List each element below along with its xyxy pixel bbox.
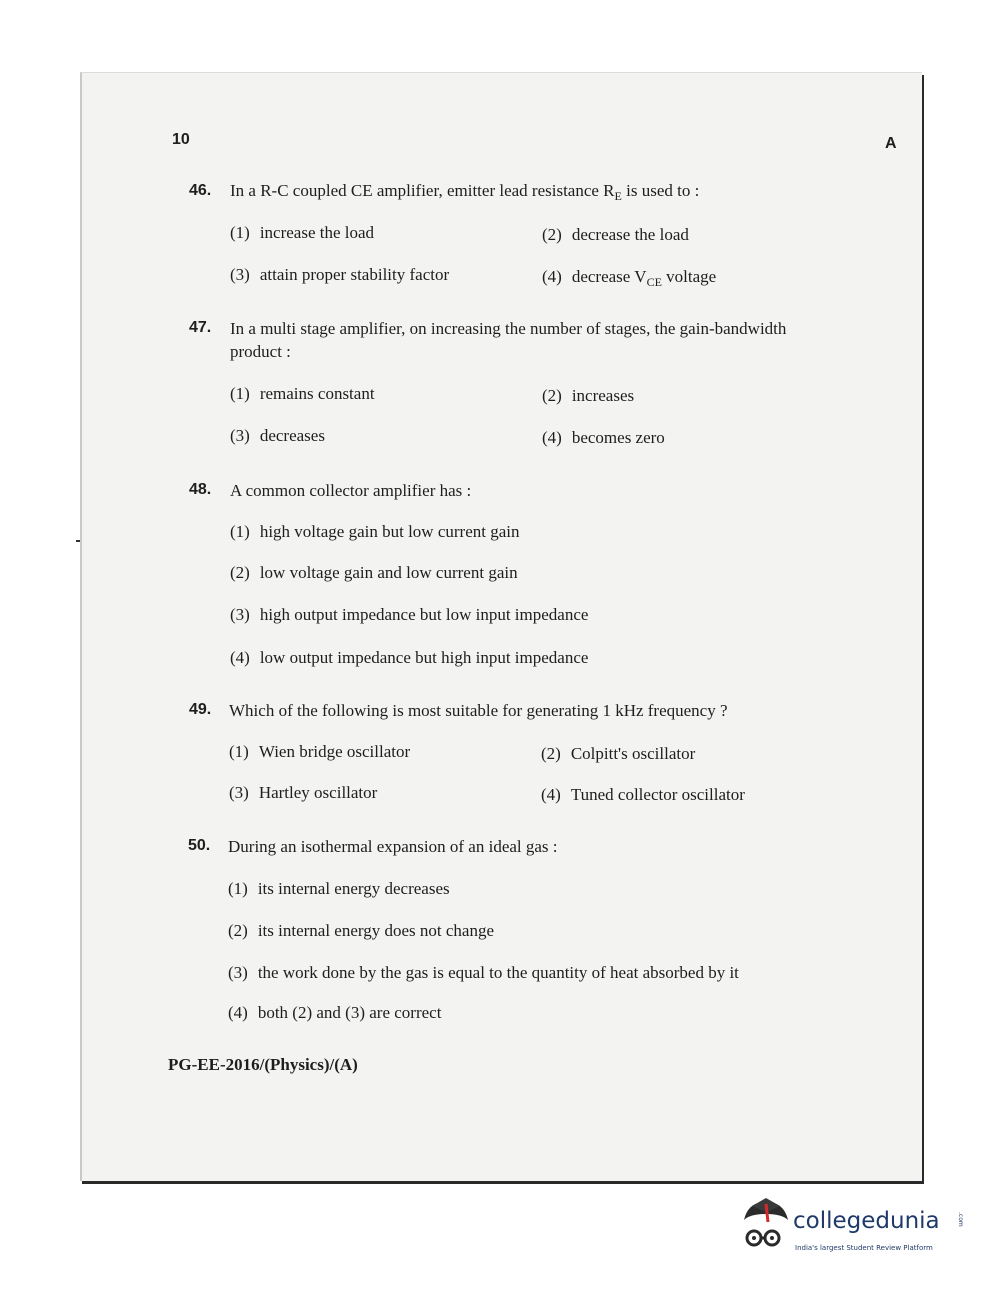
question-47-text-line2: product : xyxy=(230,342,291,361)
question-46-number: 46. xyxy=(189,182,212,199)
question-48-option-1: (1) high voltage gain but low current gain xyxy=(230,522,520,541)
page-number: 10 xyxy=(172,131,190,148)
brand-domain: .com xyxy=(957,1212,964,1227)
question-46-option-1: (1) increase the load xyxy=(230,223,375,242)
question-48-option-2: (2) low voltage gain and low current gain xyxy=(230,563,518,582)
question-49-number: 49. xyxy=(189,701,212,718)
set-code: A xyxy=(885,135,897,152)
question-47-option-4: (4) becomes zero xyxy=(542,428,665,447)
brand-tagline: India's largest Student Review Platform xyxy=(795,1244,933,1252)
question-50-option-3: (3) the work done by the gas is equal to the quantity of heat absorbed by it xyxy=(228,963,739,982)
question-50-option-2: (2) its internal energy does not change xyxy=(228,921,495,940)
question-48-option-3: (3) high output impedance but low input impedance xyxy=(230,605,589,624)
paper-code-footer: PG-EE-2016/(Physics)/(A) xyxy=(168,1055,358,1074)
question-48-text: A common collector amplifier has : xyxy=(230,481,472,500)
question-50-option-4: (4) both (2) and (3) are correct xyxy=(228,1003,442,1022)
question-49-option-2: (2) Colpitt's oscillator xyxy=(541,744,696,763)
question-49-option-1: (1) Wien bridge oscillator xyxy=(229,742,411,761)
question-49-option-4: (4) Tuned collector oscillator xyxy=(541,785,745,804)
exam-page xyxy=(80,72,922,1181)
question-50-option-1: (1) its internal energy decreases xyxy=(228,879,450,898)
question-47-option-2: (2) increases xyxy=(542,386,635,405)
question-46-option-3: (3) attain proper stability factor xyxy=(230,265,450,284)
question-47-number: 47. xyxy=(189,319,212,336)
question-50-text: During an isothermal expansion of an ideal gas : xyxy=(228,837,558,856)
question-48-option-4: (4) low output impedance but high input impedance xyxy=(230,648,589,667)
question-48-number: 48. xyxy=(189,481,212,498)
question-46-option-4: (4) decrease $V_{CE}$ voltage xyxy=(542,267,717,289)
question-47-text-line1: In a multi stage amplifier, on increasing the number of stages, the gain-bandwidth xyxy=(230,319,787,338)
question-46-text: In a R-C coupled CE amplifier, emitter lead resistance $R_E$ is used to : xyxy=(230,181,700,203)
mascot-icon xyxy=(738,1196,794,1260)
question-49-text: Which of the following is most suitable for generating 1 kHz frequency ? xyxy=(229,701,728,720)
question-47-option-1: (1) remains constant xyxy=(230,384,375,403)
question-50-number: 50. xyxy=(188,837,211,854)
question-46-option-2: (2) decrease the load xyxy=(542,225,689,244)
question-49-option-3: (3) Hartley oscillator xyxy=(229,783,378,802)
brand-name: collegedunia xyxy=(793,1208,940,1234)
collegedunia-logo[interactable] xyxy=(738,1196,963,1260)
question-47-option-3: (3) decreases xyxy=(230,426,325,445)
